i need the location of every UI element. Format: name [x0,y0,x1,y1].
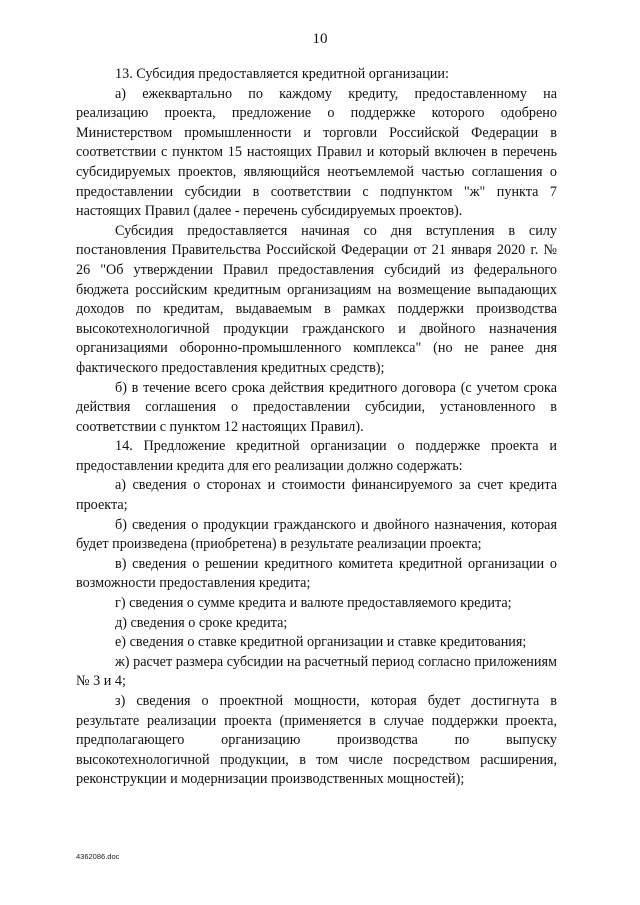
paragraph-13-intro: 13. Субсидия предоставляется кредитной организации: [115,66,449,82]
paragraph-14-intro: 14. Предложение кредитной организации о поддержке проекта и предоставлении кредита для его реализации должно содержать: [76,438,557,474]
paragraph-13a-subsidy-start: Субсидия предоставляется начиная со дня вступления в силу постановления Правительства Российской Федерации от 21 января 2020 г. № 26 "Об утверждении Правил предоставления субсидий из федерального бюджета российским кредитным организациям на возмещение выпадающих доходов по кредитам, выдаваемым в рамках поддержки производства высокотехнологичной продукции гражданского и двойного назначения организациями оборонно-промышленного комплекса" (но не ранее дня фактического предоставления кредитных средств); [76,222,557,376]
footer-doc-id: 4362086.doc [76,852,120,861]
paragraph-14v: в) сведения о решении кредитного комитета кредитной организации о возможности предоставления кредита; [76,555,557,592]
paragraph-13b: б) в течение всего срока действия кредитного договора (с учетом срока действия соглашения о предоставлении субсидии, установленного в соответствии с пунктом 12 настоящих Правил). [76,379,557,435]
paragraph-14b: б) сведения о продукции гражданского и двойного назначения, которая будет произведена (приобретена) в результате реализации проекта; [76,516,557,553]
page-number: 10 [312,31,328,47]
paragraph-14z: з) сведения о проектной мощности, которая будет достигнута в результате реализации проекта (применяется в случае поддержки проекта, предполагающего организацию производства по выпуску высокотехнологичной продукции, в том числе посредством расширения, реконструкции и модернизации производственных мощностей); [76,693,557,788]
paragraph-14g: г) сведения о сумме кредита и валюте предоставляемого кредита; [115,595,512,612]
document-body [76,65,557,790]
paragraph-14e: е) сведения о ставке кредитной организации и ставке кредитования; [115,634,527,651]
paragraph-14d: д) сведения о сроке кредита; [115,614,288,631]
paragraph-14a: а) сведения о сторонах и стоимости финансируемого за счет кредита проекта; [76,477,557,514]
paragraph-14zh: ж) расчет размера субсидии на расчетный период согласно приложениям № 3 и 4; [76,653,557,690]
paragraph-13a: а) ежеквартально по каждому кредиту, предоставленному на реализацию проекта, предложение о поддержке которого одобрено Министерством промышленности и торговли Российской Федерации в соответствии с пунктом 15 настоящих Правил и который включен в перечень субсидируемых проектов, являющийся неотъемлемой частью соглашения о предоставлении субсидии в соответствии с подпунктом "ж" пункта 7 настоящих Правил (далее - перечень субсидируемых проектов). [76,85,557,220]
